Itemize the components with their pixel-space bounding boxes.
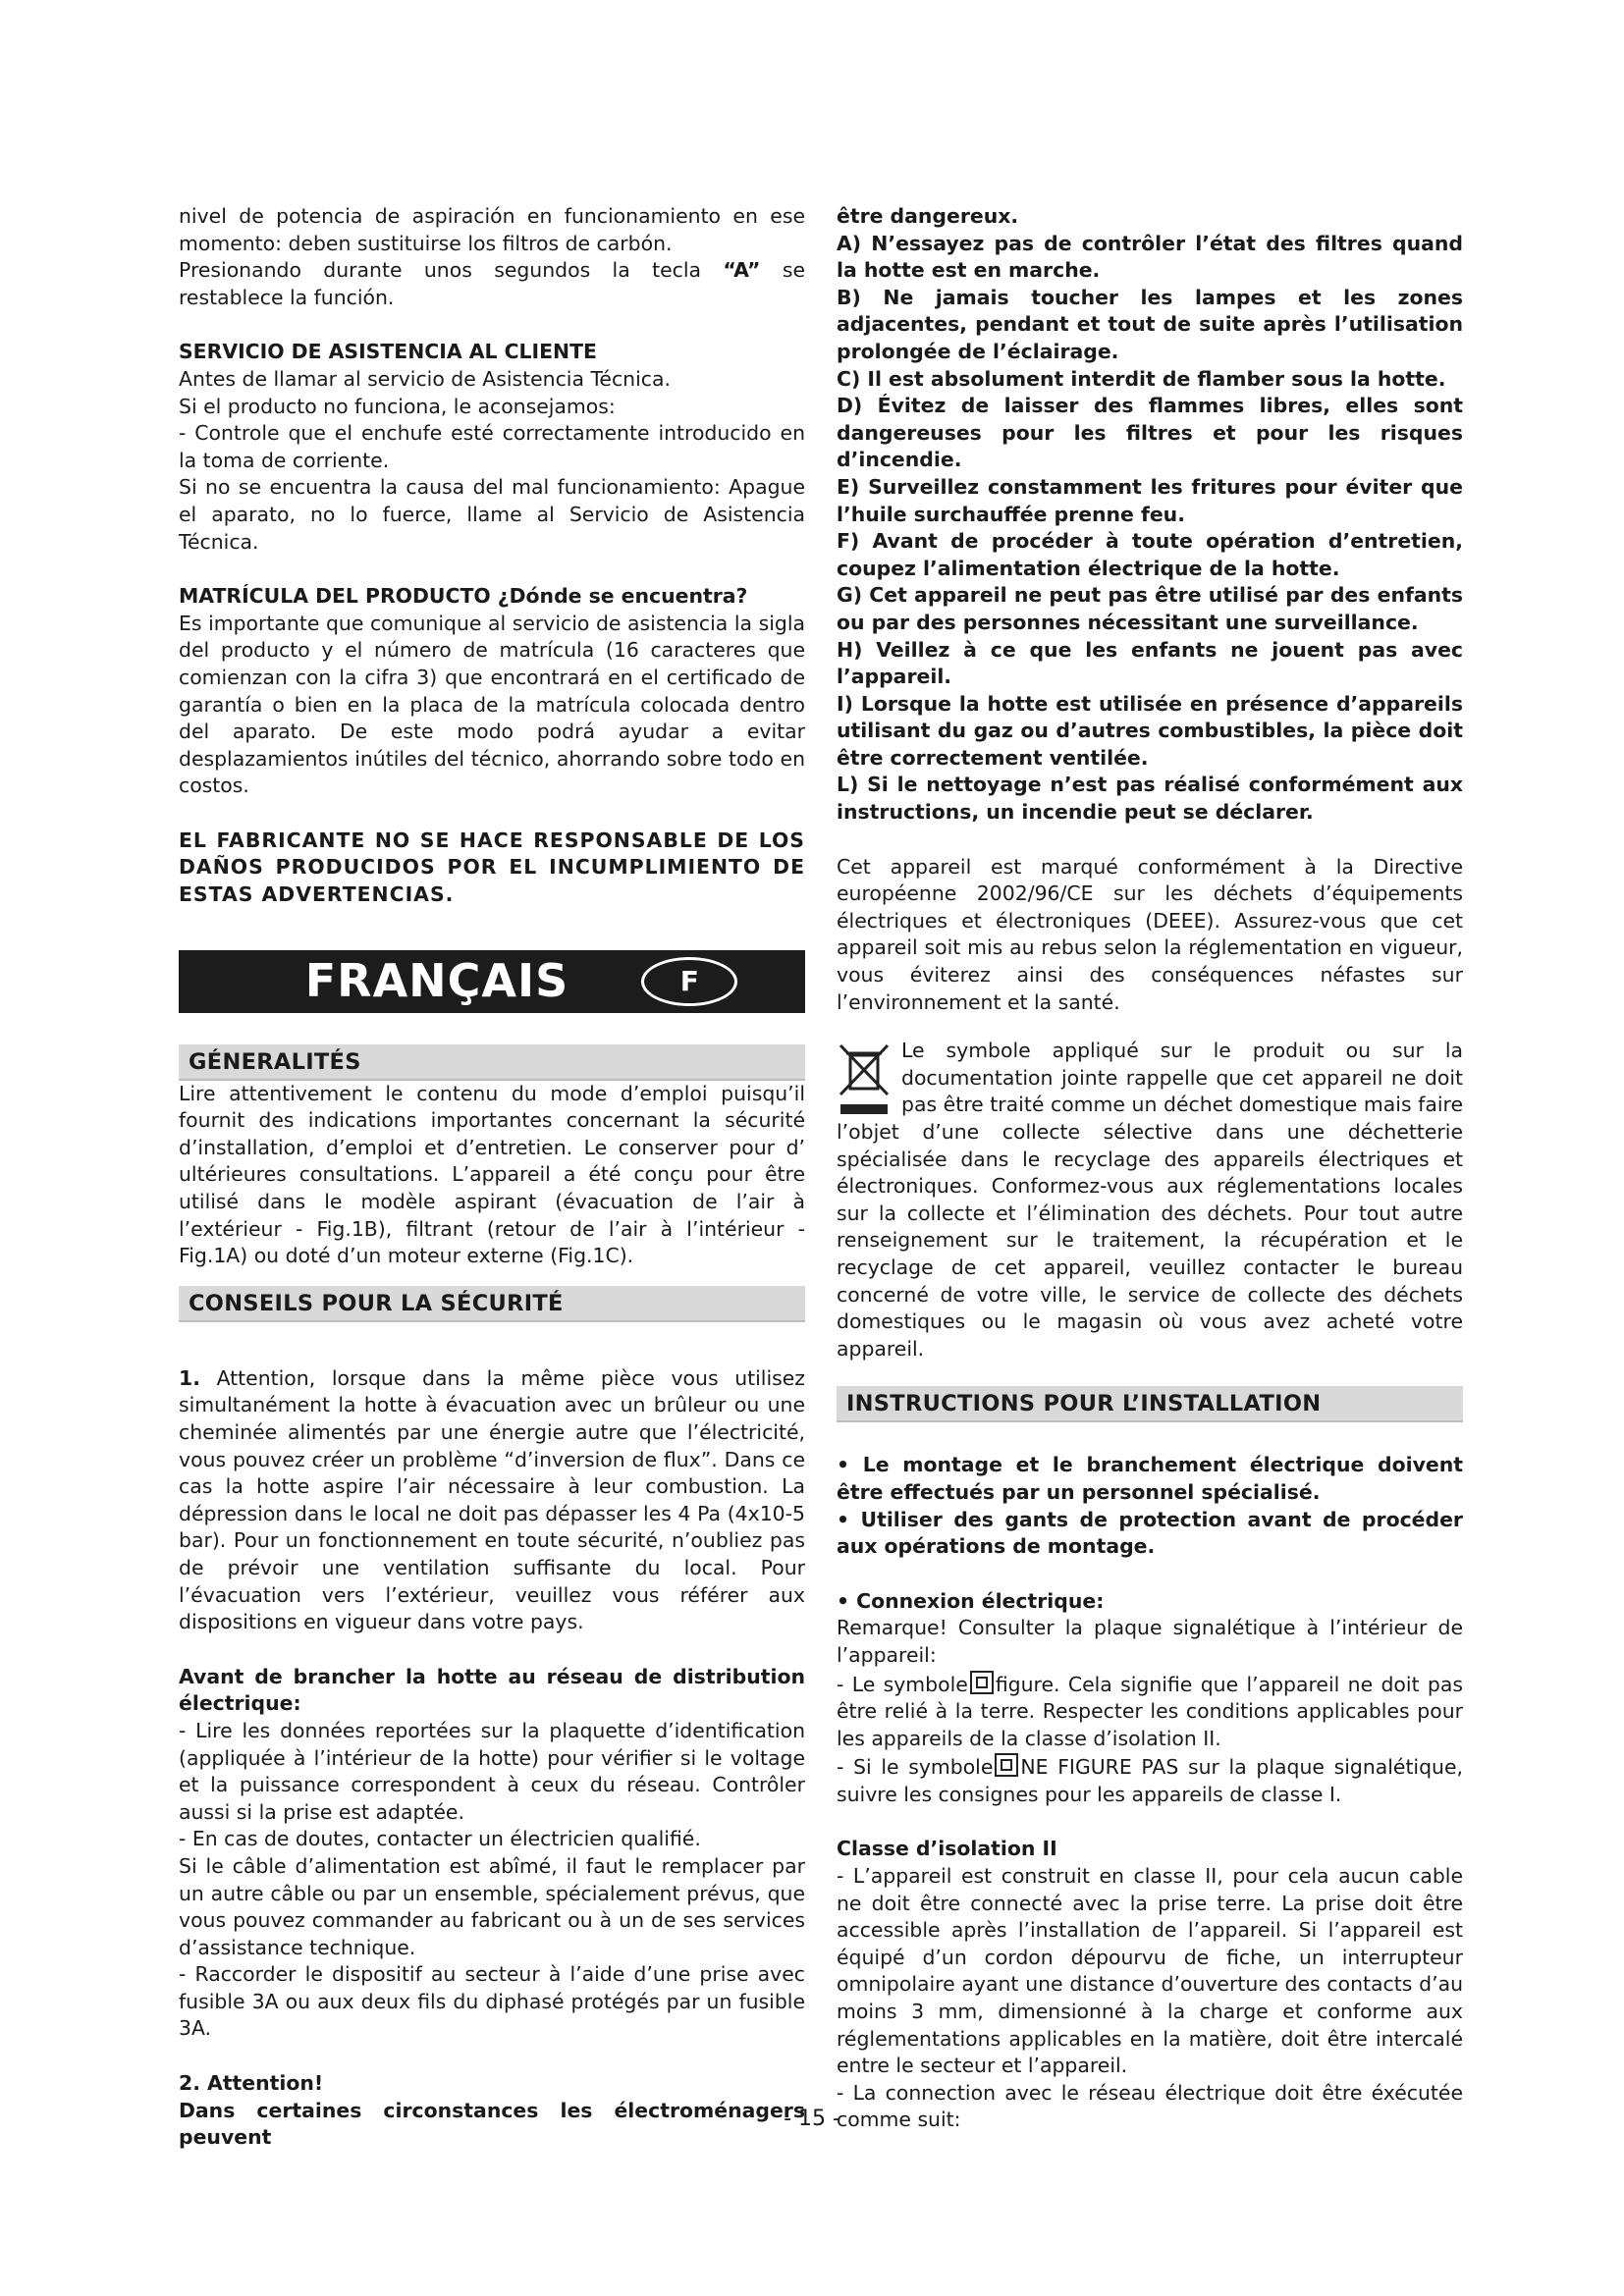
- generalites-paragraph: Lire attentivement le contenu du mode d’emploi puisqu’il fournit des indications importantes concernant la sécurité d’installation, d’emploi et d’entretien. Le conserver pour d’ ultérieures consultations. L’appareil a été conçu pour être utilisé dans le modèle aspirant (évacuation de l’air à l’extérieur - Fig.1B), filtrant (retour de l’air à l’intérieur - Fig.1A) ou doté d’un moteur externe (Fig.1C).: [179, 1081, 805, 1268]
- double-square-icon: [994, 1752, 1019, 1778]
- matricula-heading: MATRÍCULA DEL PRODUCTO ¿Dónde se encuentra?: [179, 584, 748, 609]
- attention-1-paragraph: 1. Attention, lorsque dans la même pièce vous utilisez simultanément la hotte à évacuation avec un brûleur ou une cheminée alimentés par une énergie autre que l’électricité, vous pouvez créer un problème “d’inversion de flux”. Dans ce cas la hotte aspire l’air nécessaire à leur combustion. La dépression dans le local ne doit pas dépasser les 4 Pa (4x10-5 bar). Pour un fonctionnement en toute sécurité, n’oubliez pas de prévoir une ventilation suffisante du local. Pour l’évacuation vers l’extérieur, veuillez vous référer aux dispositions en vigueur dans votre pays.: [179, 1365, 805, 1634]
- classe-paragraph-2: - La connection avec le réseau électrique doit être éxécutée comme suit:: [837, 2080, 1463, 2132]
- left-column: [179, 203, 805, 2152]
- warning-b: B) Ne jamais toucher les lampes et les zones adjacentes, pendant et tout de suite après l’utilisation prolongée de l’éclairage.: [837, 285, 1463, 363]
- avant-heading: Avant de brancher la hotte au réseau de distribution électrique:: [179, 1664, 805, 1716]
- attention-2-heading: 2. Attention!: [179, 2071, 324, 2096]
- connexion-heading: • Connexion électrique:: [837, 1588, 1463, 1616]
- warning-h: H) Veillez à ce que les enfants ne jouent pas avec l’appareil.: [837, 637, 1463, 689]
- avant-paragraph-2: - En cas de doutes, contacter un électricien qualifié.: [179, 1827, 701, 1851]
- warning-a: A) N’essayez pas de contrôler l’état des filtres quand la hotte est en marche.: [837, 231, 1463, 283]
- matricula-paragraph: Es importante que comunique al servicio de asistencia la sigla del producto y el número de matrícula (16 caracteres que comienzan con la cifra 3) que encontrará en el certificado de garantía o bien en la placa de la matrícula colocada dentro del aparato. De este modo podrá ayudar a evitar desplazamientos inútiles del técnico, ahorrando sobre todo en costos.: [179, 611, 805, 798]
- symbol-paragraph-1: - Le symbole figure. Cela signifie que l’appareil ne doit pas être relié à la terre. Respecter les conditions applicables pour les appareils de la classe d’isolation II.: [837, 1670, 1463, 1753]
- language-title: FRANÇAIS: [304, 953, 569, 1007]
- language-banner: [179, 950, 805, 1013]
- weee-paragraph: Le symbole appliqué sur le produit ou sur la documentation jointe rappelle que cet appareil ne doit pas être traité comme un déchet domestique mais faire l’objet d’une collecte sélective dans une déchetterie spécialisée dans le recyclage des appareils électriques et électroniques. Conformez-vous aux réglementations locales sur la collecte et l’élimination des déchets. Pour tout autre renseignement sur le traitement, la récupération et le recyclage de cet appareil, veuillez contacter le bureau concerné de votre ville, le service de collecte des déchets domestiques ou le magasin où vous avez acheté votre appareil.: [837, 1039, 1463, 1361]
- attention-2-text: Dans certaines circonstances les électroménagers peuvent: [179, 2098, 805, 2150]
- language-badge-icon: F: [641, 957, 737, 1006]
- double-square-icon: [969, 1670, 995, 1695]
- servicio-paragraph-1: Antes de llamar al servicio de Asistencia Técnica.: [179, 366, 671, 391]
- avant-paragraph-4: - Raccorder le dispositif au secteur à l’aide d’une prise avec fusible 3A ou aux deux fils du diphasé protégés par un fusible 3A.: [179, 1962, 805, 2041]
- fabricante-warning: EL FABRICANTE NO SE HACE RESPONSABLE DE LOS DAÑOS PRODUCIDOS POR EL INCUMPLIMIENTO DE ESTAS ADVERTENCIAS.: [179, 828, 805, 907]
- servicio-heading: SERVICIO DE ASISTENCIA AL CLIENTE: [179, 340, 597, 364]
- avant-paragraph-1: - Lire les données reportées sur la plaquette d’identification (appliquée à l’intérieur de la hotte) pour vérifier si le voltage et la puissance correspondent à ceux du réseau. Contrôler aussi si la prise est adaptée.: [179, 1718, 805, 1824]
- installation-heading: INSTRUCTIONS POUR L’INSTALLATION: [837, 1386, 1463, 1422]
- weee-block: [837, 1038, 1463, 1362]
- warning-d: D) Évitez de laisser des flammes libres, elles sont dangereuses pour les filtres et pour les risques d’incendie.: [837, 394, 1463, 472]
- crossed-out-bin-icon: [837, 1041, 893, 1118]
- generalites-heading: GÉNERALITÉS: [179, 1044, 805, 1081]
- classe-paragraph-1: - L’appareil est construit en classe II, pour cela aucun cable ne doit être connecté avec la prise terre. La prise doit être accessible après l’installation de l’appareil. Si l’appareil est équipé d’un cordon dépourvu de fiche, un interrupteur omnipolaire ayant une distance d’ouverture des contacts d’au moins 3 mm, dimensionné à la charge et conforme aux réglementations applicables en la matière, doit être intercalé entre le secteur et l’appareil.: [837, 1864, 1463, 2078]
- conseils-heading: CONSEILS POUR LA SÉCURITÉ: [179, 1286, 805, 1322]
- intro-paragraph-2: Presionando durante unos segundos la tecla “A” se restablece la función.: [179, 258, 806, 309]
- deee-paragraph: Cet appareil est marqué conformément à la Directive européenne 2002/96/CE sur les déchets d’équipements électriques et électroniques (DEEE). Assurez-vous que cet appareil soit mis au rebus selon la réglementation en vigueur, vous éviterez ainsi des conséquences néfastes sur l’environnement et la santé.: [837, 854, 1463, 1014]
- install-bullet-2: • Utiliser des gants de protection avant de procéder aux opérations de montage.: [837, 1507, 1463, 1561]
- warning-c: C) Il est absolument interdit de flamber sous la hotte.: [837, 366, 1446, 391]
- warning-l: L) Si le nettoyage n’est pas réalisé conformément aux instructions, un incendie peut se déclarer.: [837, 773, 1463, 825]
- intro-paragraph: nivel de potencia de aspiración en funcionamiento en ese momento: deben sustituirse los filtros de carbón.: [179, 204, 805, 255]
- classe-heading: Classe d’isolation II: [837, 1837, 1057, 1861]
- right-column: [837, 203, 1463, 2134]
- remarque-paragraph: Remarque! Consulter la plaque signalétique à l’intérieur de l’appareil:: [837, 1616, 1463, 1667]
- warning-f: F) Avant de procéder à toute opération d’entretien, coupez l’alimentation électrique de la hotte.: [837, 529, 1463, 580]
- danger-continuation: être dangereux.: [837, 204, 1019, 228]
- warning-e: E) Surveillez constamment les fritures pour éviter que l’huile surchauffée prenne feu.: [837, 474, 1463, 526]
- servicio-paragraph-4: Si no se encuentra la causa del mal funcionamiento: Apague el aparato, no lo fuerce, llame al Servicio de Asistencia Técnica.: [179, 475, 805, 554]
- servicio-paragraph-3: - Controle que el enchufe esté correctamente introducido en la toma de corriente.: [179, 421, 805, 472]
- symbol-paragraph-2: - Si le symbole NE FIGURE PAS sur la plaque signalétique, suivre les consignes pour les appareils de classe I.: [837, 1752, 1463, 1808]
- install-bullet-1: • Le montage et le branchement électrique doivent être effectués par un personnel spécialisé.: [837, 1452, 1463, 1506]
- servicio-paragraph-2: Si el producto no funciona, le aconsejamos:: [179, 394, 616, 418]
- warning-g: G) Cet appareil ne peut pas être utilisé par des enfants ou par des personnes nécessitant une surveillance.: [837, 583, 1463, 634]
- avant-paragraph-3: Si le câble d’alimentation est abîmé, il faut le remplacer par un autre câble ou par un ensemble, spécialement prévus, que vous pouvez commander au fabricant ou à un de ses services d’assistance technique.: [179, 1853, 805, 1959]
- page-number: - 15 -: [784, 2107, 840, 2131]
- warning-i: I) Lorsque la hotte est utilisée en présence d’appareils utilisant du gaz ou d’autres combustibles, la pièce doit être correctement ventilée.: [837, 691, 1463, 770]
